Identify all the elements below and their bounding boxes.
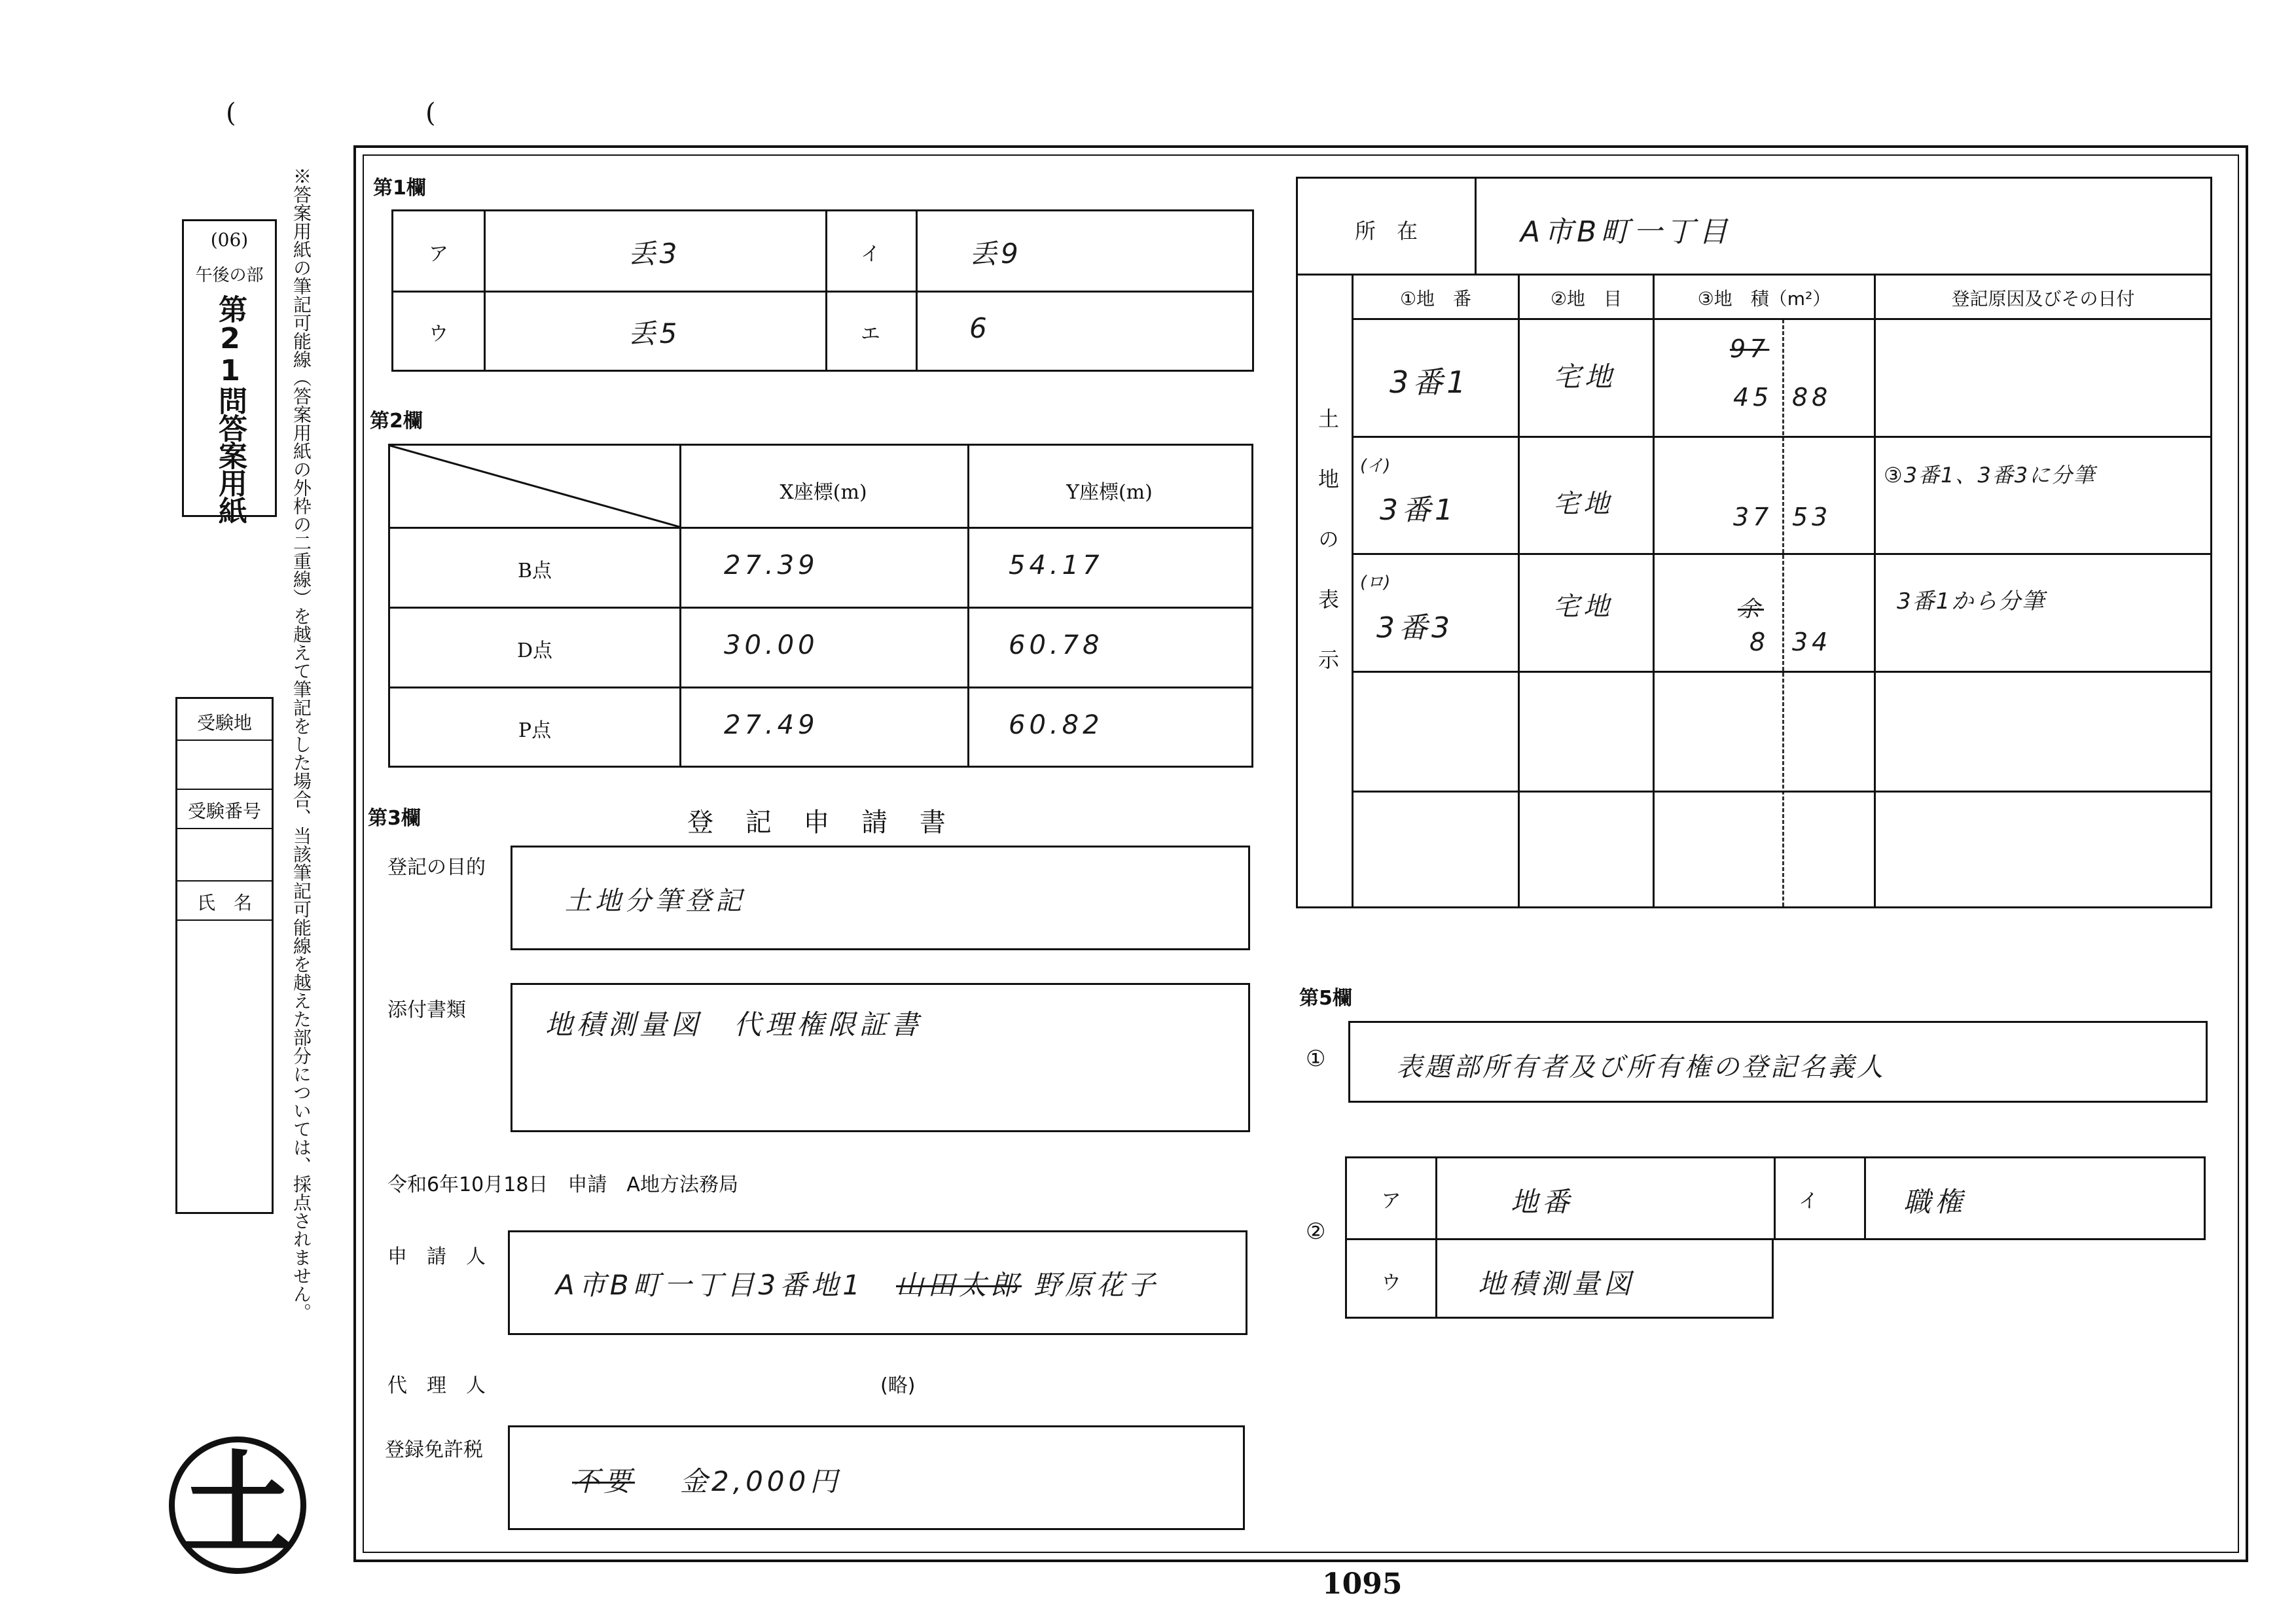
- s4-location-value: A市B町一丁目: [1520, 215, 1732, 249]
- s5-key-a: ア: [1381, 1190, 1401, 1213]
- s2-point-d: D点: [516, 639, 553, 662]
- s3-attach-value: 地積測量図 代理権限証書: [545, 1008, 923, 1041]
- s3-agent-value: (略): [880, 1374, 916, 1397]
- exam-session: 午後の部: [195, 266, 264, 285]
- s2-point-p: P点: [518, 719, 552, 742]
- s3-applicant-name: 野原花子: [1033, 1269, 1160, 1301]
- section4-table: [1296, 177, 2212, 908]
- s1-val-e: 6: [969, 312, 991, 344]
- s4-r1-chimoku: 宅地: [1553, 361, 1617, 393]
- section1-label: 第1欄: [373, 177, 426, 200]
- s3-applicant-struck: 山田太郎: [896, 1269, 1022, 1301]
- s4-r1-no: 3番1: [1390, 365, 1470, 400]
- s3-agent-label: 代 理 人: [387, 1374, 486, 1397]
- s5-answer2-bottom: [1345, 1238, 1774, 1319]
- s1-val-a: 丢3: [628, 238, 681, 270]
- s1-val-u: 丢5: [628, 317, 681, 349]
- s3-tax-label: 登録免許税: [385, 1438, 483, 1461]
- s4-r1-area-int: 45: [1733, 383, 1773, 412]
- s5-val-a: 地番: [1511, 1186, 1574, 1218]
- s4-r2-area-dec: 53: [1792, 503, 1832, 531]
- s5-key-u: ウ: [1381, 1272, 1401, 1294]
- section2-table: [388, 444, 1253, 768]
- s5-answer1: 表題部所有者及び所有権の登記名義人: [1396, 1052, 1886, 1082]
- s3-purpose-box: [511, 846, 1250, 950]
- s4-r1-area-dec: 88: [1792, 383, 1832, 412]
- s5-answer2-top: [1345, 1156, 2206, 1240]
- s4-r2-prefix: (イ): [1360, 456, 1391, 476]
- s1-key-i: イ: [861, 243, 880, 266]
- exam-place-label: 受験地: [196, 712, 252, 734]
- s2-b-x: 27.39: [724, 550, 819, 580]
- s4-r3-area-int: 8: [1749, 628, 1770, 656]
- s3-applicant-label: 申 請 人: [387, 1245, 486, 1268]
- s2-b-y: 54.17: [1009, 550, 1103, 580]
- s3-applicant-box: [508, 1230, 1247, 1335]
- notice-text: ※答案用紙の筆記可能線（答案用紙の外枠の二重線）を越えて筆記をした場合、当該筆記可能線を越えた部分については、採点されません。: [291, 167, 312, 1321]
- s3-tax-struck: 不要: [572, 1465, 636, 1497]
- s4-col1: ①地 番: [1399, 288, 1472, 310]
- s3-attach-label: 添付書類: [387, 999, 466, 1022]
- exam-number-label: 受験番号: [187, 800, 261, 822]
- s1-val-i: 丢9: [969, 238, 1022, 270]
- seal-circle: [169, 1436, 306, 1574]
- s5-val-i: 職権: [1903, 1186, 1967, 1218]
- s3-purpose-value: 土地分筆登記: [565, 886, 745, 916]
- s3-applicant-address: A市B町一丁目3番地1: [556, 1269, 864, 1301]
- section1-table: [391, 209, 1254, 372]
- s4-r2-chimoku: 宅地: [1553, 489, 1613, 519]
- s3-tax-box: [508, 1425, 1245, 1530]
- s5-q1: ①: [1306, 1046, 1326, 1072]
- s1-key-u: ウ: [429, 323, 448, 346]
- s4-r2-area-int: 37: [1733, 503, 1773, 531]
- s3-tax-value: 金2,000円: [680, 1465, 842, 1497]
- exam-code: (06): [210, 229, 249, 251]
- s1-key-a: ア: [429, 243, 448, 266]
- seal-char: 土: [181, 1440, 293, 1570]
- s2-d-x: 30.00: [724, 630, 819, 660]
- s4-col4: 登記原因及びその日付: [1951, 288, 2135, 310]
- page-number: 1095: [1322, 1567, 1403, 1601]
- s4-r3-area-struck: 余: [1738, 596, 1764, 622]
- s3-attach-box: [511, 983, 1250, 1132]
- section2-label: 第2欄: [370, 410, 423, 433]
- exam-info-box: [175, 697, 274, 1214]
- s4-r3-no: 3番3: [1376, 611, 1454, 645]
- s3-title: 登 記 申 請 書: [687, 808, 958, 838]
- s4-col2: ②地 目: [1550, 288, 1623, 310]
- s2-p-x: 27.49: [724, 710, 819, 740]
- s2-col-x: X座標(m): [780, 481, 867, 504]
- section3-label: 第3欄: [368, 807, 421, 830]
- s1-key-e: エ: [861, 323, 880, 346]
- s4-r3-chimoku: 宅地: [1553, 592, 1613, 622]
- s4-r2-no: 3番1: [1380, 493, 1457, 527]
- name-label: 氏 名: [196, 892, 252, 914]
- s4-r3-area-dec: 34: [1792, 628, 1832, 656]
- s4-r3-prefix: (ロ): [1360, 573, 1391, 592]
- s3-date-line: 令和6年10月18日 申請 A地方法務局: [387, 1173, 738, 1196]
- s4-col3: ③地 積（m²）: [1697, 288, 1831, 310]
- s3-purpose-label: 登記の目的: [387, 856, 486, 879]
- section5-label: 第5欄: [1299, 987, 1352, 1010]
- s2-col-y: Y座標(m): [1066, 481, 1153, 504]
- s2-p-y: 60.82: [1009, 710, 1103, 740]
- exam-title-box: [182, 219, 277, 524]
- s5-val-u: 地積測量図: [1478, 1268, 1636, 1300]
- s2-d-y: 60.78: [1009, 630, 1103, 660]
- s5-answer1-box: [1348, 1021, 2208, 1103]
- exam-title: 第21問答案用紙: [213, 294, 247, 524]
- s5-key-i: イ: [1799, 1190, 1818, 1213]
- s2-diagonal: [390, 446, 679, 527]
- s4-side-label: 土地の表示: [1315, 408, 1340, 709]
- s4-r3-cause: 3番1から分筆: [1897, 588, 2046, 615]
- corner-mark-1: (: [226, 98, 236, 128]
- corner-mark-2: (: [425, 98, 436, 128]
- s4-location-label: 所 在: [1354, 219, 1418, 243]
- s5-q2: ②: [1306, 1219, 1326, 1245]
- s4-r1-area-struck: 97: [1730, 334, 1770, 363]
- s4-r2-cause: ③3番1、3番3に分筆: [1884, 463, 2096, 488]
- s2-point-b: B点: [517, 560, 552, 582]
